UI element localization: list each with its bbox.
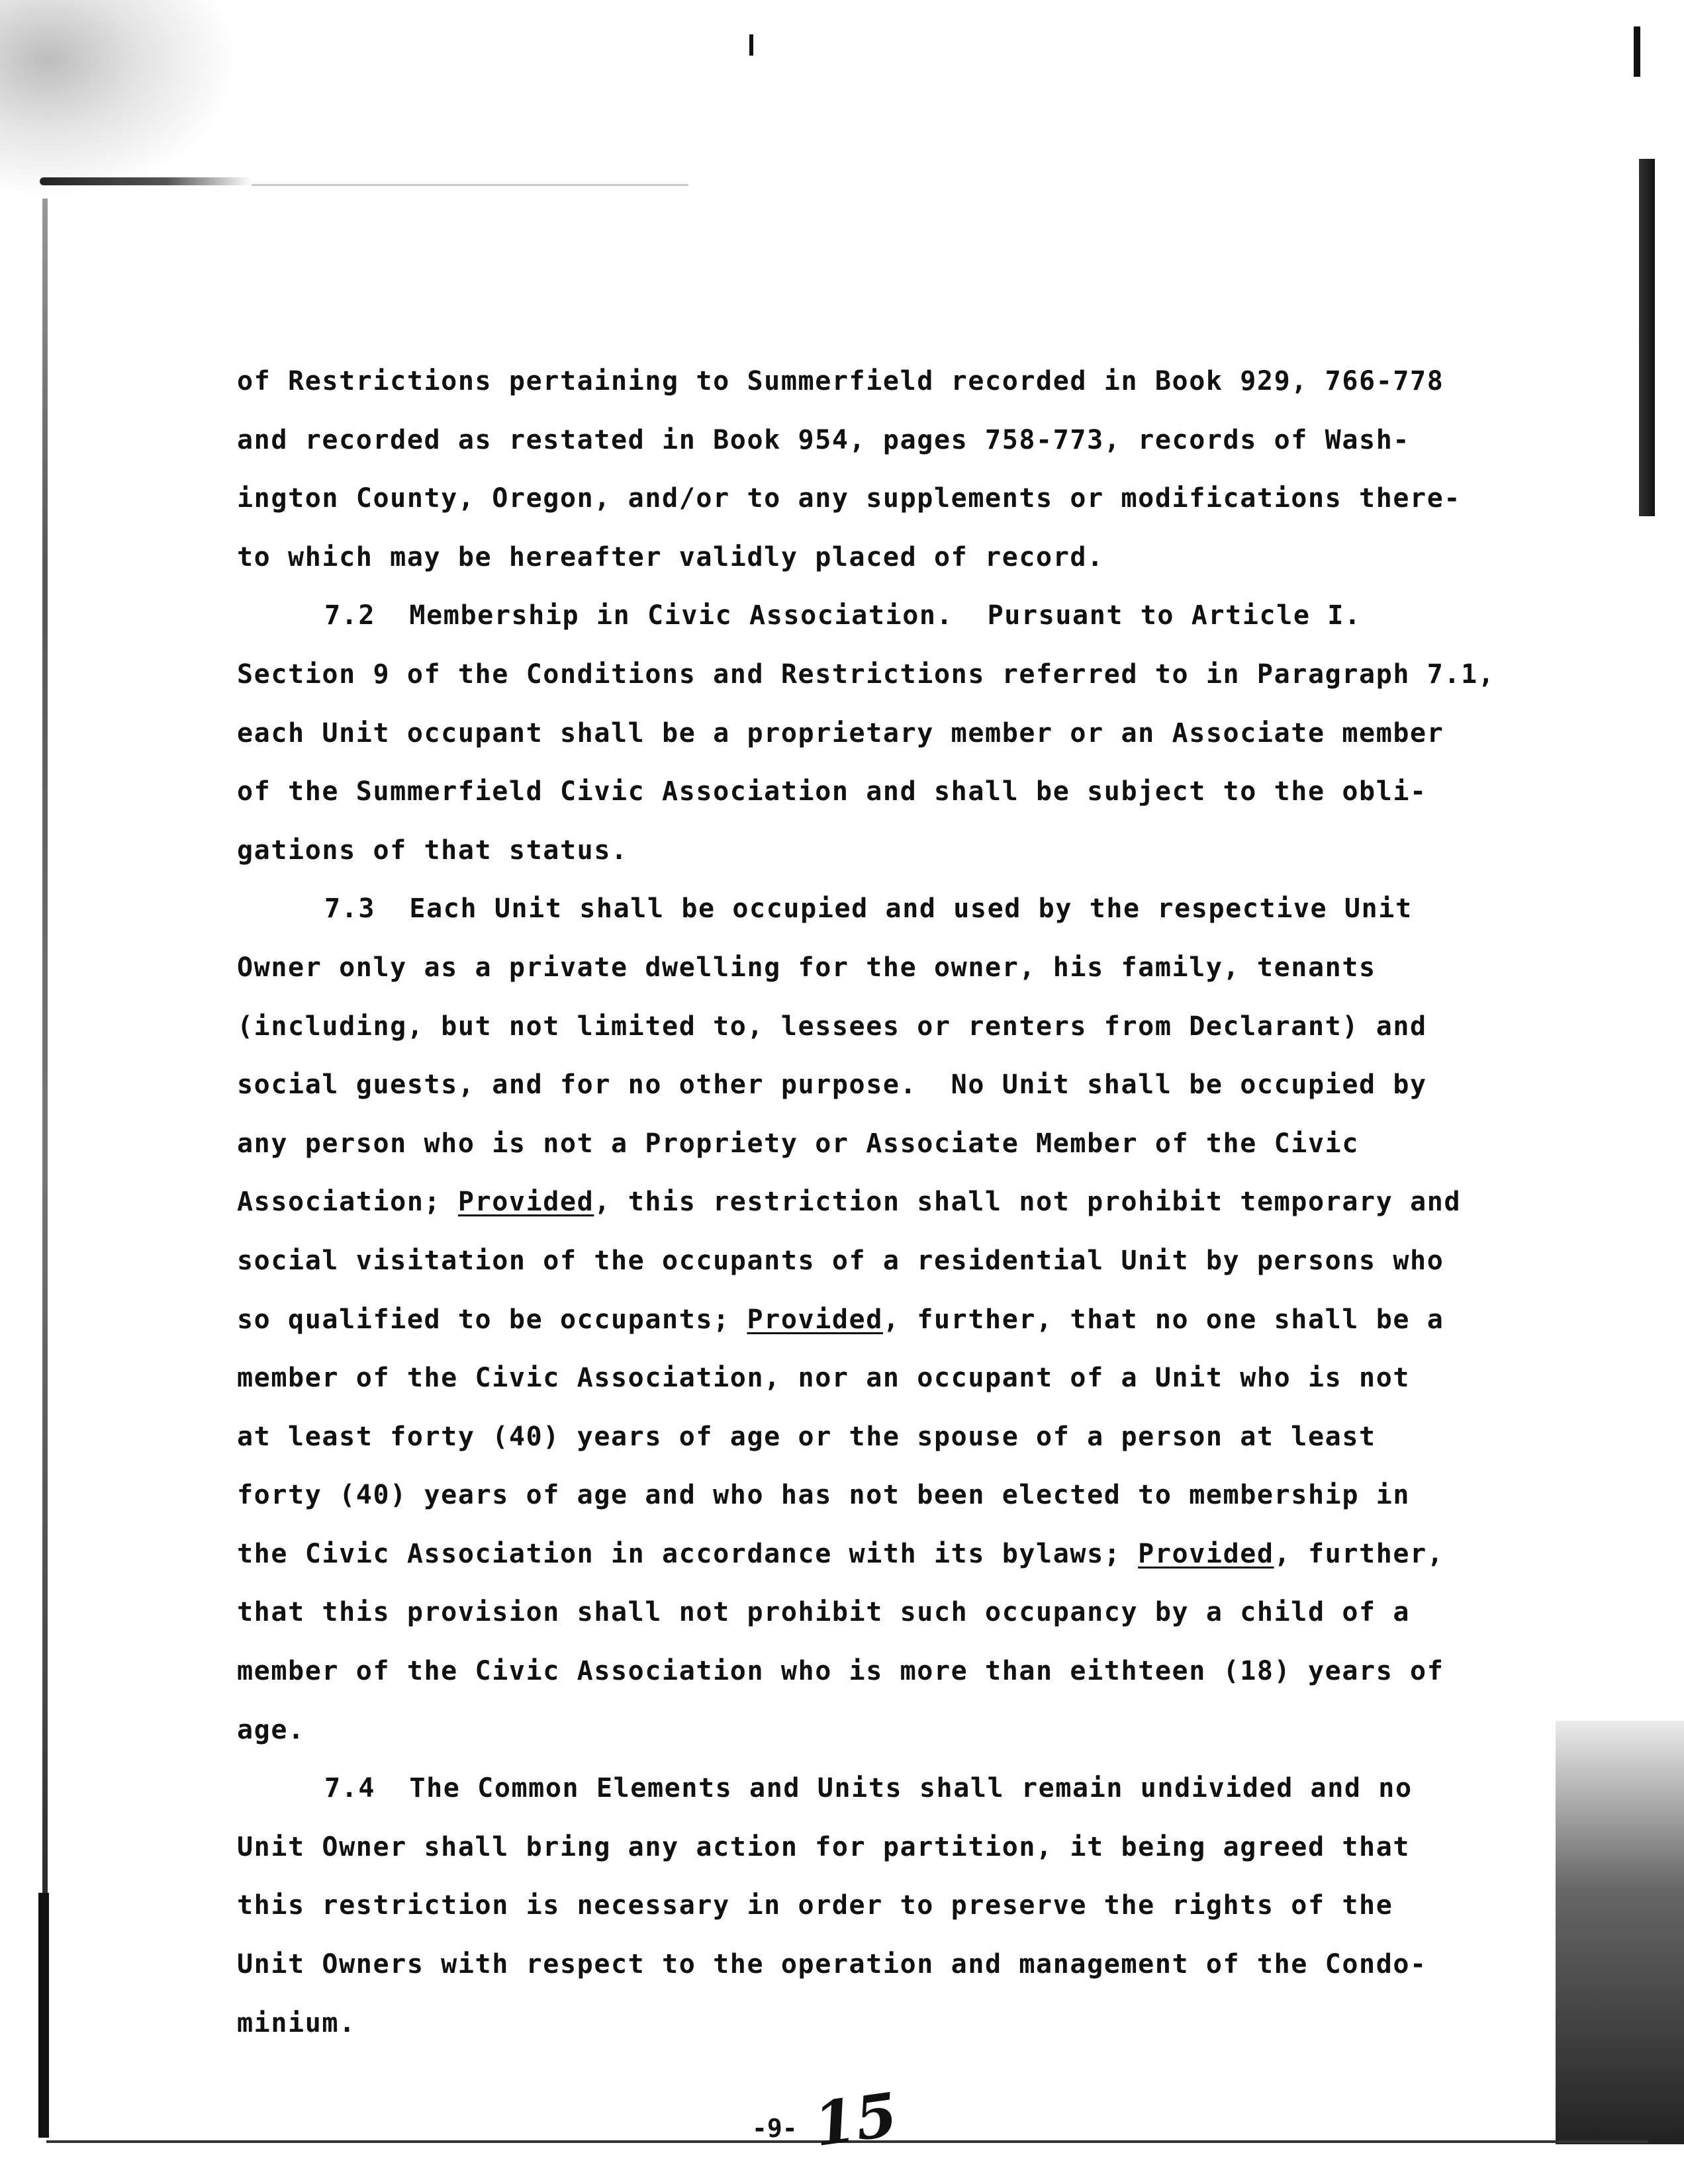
text-line: forty (40) years of age and who has not been elected to membership in (237, 1480, 1411, 1511)
underlined-provided: Provided (1138, 1538, 1274, 1569)
scan-edge-top (40, 177, 252, 185)
text-line: that this provision shall not prohibit such occupancy by a child of a (237, 1597, 1411, 1628)
section-7-2-heading: 7.2 Membership in Civic Association. Pursuant to Article I. (324, 600, 1362, 631)
handwritten-page-number: 15 (810, 2079, 902, 2161)
text-line: any person who is not a Propriety or Associate Member of the Civic (237, 1128, 1360, 1159)
underlined-provided: Provided (457, 1187, 594, 1218)
text-line: and recorded as restated in Book 954, pages 758-773, records of Wash- (237, 424, 1411, 455)
text-line-provided (237, 1291, 1541, 1349)
underlined-provided: Provided (747, 1304, 883, 1335)
text-line: ington County, Oregon, and/or to any supplements or modifications there- (237, 483, 1462, 514)
text-line: Unit Owner shall bring any action for partition, it being agreed that (237, 1831, 1411, 1862)
text-line: member of the Civic Association who is more than eithteen (18) years of (237, 1656, 1444, 1687)
scan-edge-left-dark (38, 1893, 49, 2138)
text-line: Unit Owners with respect to the operation and management of the Condo- (237, 1949, 1427, 1980)
scan-mark-right (1634, 26, 1640, 77)
text-line: social guests, and for no other purpose. No Unit shall be occupied by (237, 1069, 1427, 1101)
text-line-provided (237, 1525, 1541, 1584)
text-line: member of the Civic Association, nor an occupant of a Unit who is not (237, 1363, 1411, 1394)
scan-edge-left (42, 199, 48, 2091)
text-line: (including, but not limited to, lessees or renters from Declarant) and (237, 1011, 1427, 1042)
document-body (237, 352, 1541, 2052)
text-line-provided (237, 1173, 1541, 1232)
text-line: this restriction is necessary in order to preserve the rights of the (237, 1890, 1393, 1921)
section-7-3-start: 7.3 Each Unit shall be occupied and used by the respective Unit (324, 893, 1413, 925)
text-line: minium. (237, 2007, 356, 2038)
text-line: Owner only as a private dwelling for the owner, his family, tenants (237, 952, 1376, 983)
text-segment: Association; (237, 1187, 458, 1218)
text-segment: , this restriction shall not prohibit temporary and (594, 1187, 1462, 1218)
text-segment: so qualified to be occupants; (237, 1304, 747, 1335)
scan-noise (0, 0, 238, 199)
text-segment: , further, (1274, 1538, 1444, 1569)
text-segment: the Civic Association in accordance with its bylaws; (237, 1538, 1139, 1569)
page-number: -9- (752, 2114, 798, 2143)
scan-noise-right (1556, 1721, 1684, 2144)
text-line: each Unit occupant shall be a proprietary member or an Associate member (237, 717, 1444, 749)
section-7-4-start: 7.4 The Common Elements and Units shall remain undivided and no (324, 1773, 1413, 1804)
text-line: at least forty (40) years of age or the spouse of a person at least (237, 1421, 1376, 1452)
text-line: of Restrictions pertaining to Summerfield recorded in Book 929, 766-778 (237, 366, 1444, 396)
text-line: of the Summerfield Civic Association and shall be subject to the obli- (237, 776, 1427, 807)
text-line: gations of that status. (237, 835, 628, 866)
text-line: age. (237, 1714, 305, 1745)
scan-edge-top-light (252, 184, 688, 186)
text-segment: , further, that no one shall be a (882, 1304, 1444, 1335)
scan-mark (749, 34, 753, 56)
text-line: Section 9 of the Conditions and Restrictions referred to in Paragraph 7.1, (237, 659, 1495, 690)
text-line: social visitation of the occupants of a residential Unit by persons who (237, 1245, 1444, 1276)
scan-edge-right (1639, 159, 1655, 516)
text-line: to which may be hereafter validly placed of record. (237, 541, 1104, 572)
